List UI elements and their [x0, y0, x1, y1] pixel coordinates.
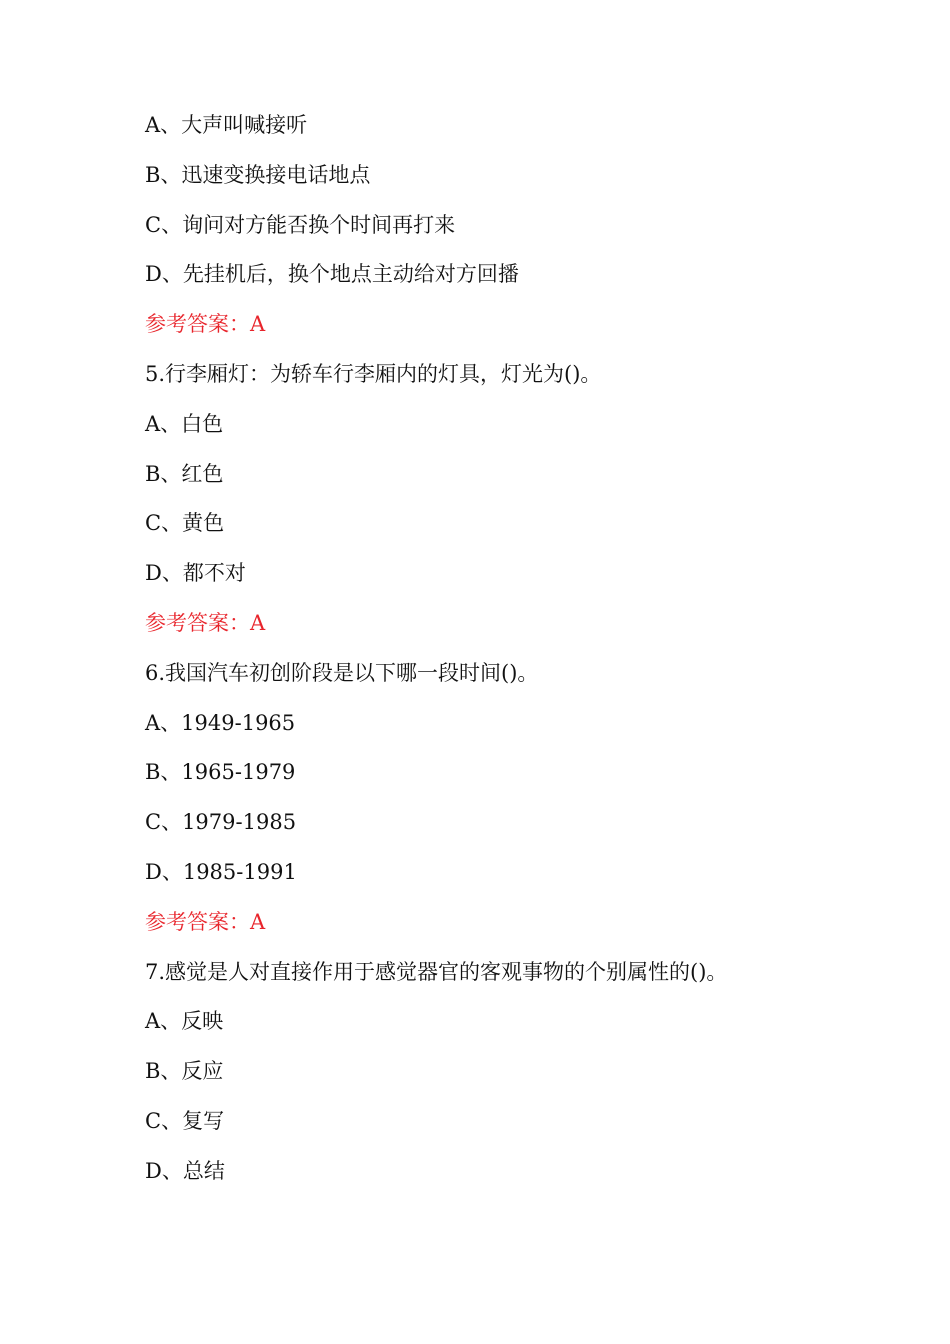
q7-option-b: B、反应 — [145, 1059, 224, 1084]
question-6: 6.我国汽车初创阶段是以下哪一段时间()。 — [145, 660, 539, 685]
q6-option-b: B、1965-1979 — [145, 760, 296, 785]
q5-answer: 参考答案：A — [145, 610, 266, 635]
option-c-prev: C、询问对方能否换个时间再打来 — [145, 212, 456, 237]
q6-option-d: D、1985-1991 — [145, 859, 297, 884]
answer-prev: 参考答案：A — [145, 312, 266, 337]
q7-option-a: A、反映 — [145, 1009, 224, 1034]
q6-option-a: A、1949-1965 — [145, 710, 296, 735]
option-a-prev: A、大声叫喊接听 — [145, 113, 308, 137]
option-d-prev: D、先挂机后，换个地点主动给对方回播 — [145, 262, 519, 287]
q6-answer: 参考答案：A — [145, 909, 266, 934]
q7-option-d: D、总结 — [145, 1158, 225, 1183]
option-b-prev: B、迅速变换接电话地点 — [145, 162, 371, 187]
exam-content — [145, 101, 905, 1197]
q7-option-c: C、复写 — [145, 1108, 225, 1133]
q5-option-c: C、黄色 — [145, 511, 225, 536]
question-5: 5.行李厢灯：为轿车行李厢内的灯具，灯光为()。 — [145, 361, 602, 386]
q6-option-c: C、1979-1985 — [145, 810, 297, 835]
q5-option-a: A、白色 — [145, 411, 224, 436]
q5-option-b: B、红色 — [145, 461, 224, 486]
question-7: 7.感觉是人对直接作用于感觉器官的客观事物的个别属性的()。 — [145, 959, 728, 984]
q5-option-d: D、都不对 — [145, 561, 246, 586]
